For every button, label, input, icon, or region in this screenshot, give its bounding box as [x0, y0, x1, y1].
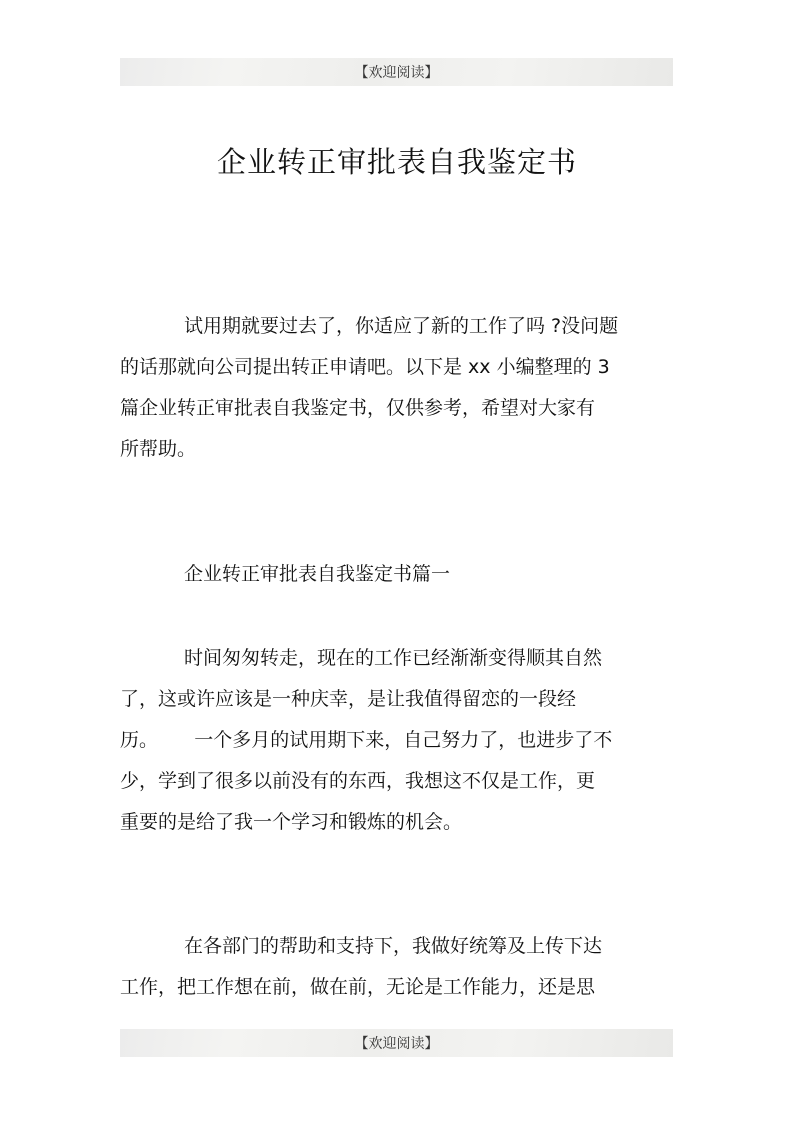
text-line: 工作，把工作想在前，做在前，无论是工作能力，还是思 — [120, 976, 596, 998]
text-line: 试用期就要过去了，你适应了新的工作了吗 ?没问题 — [184, 315, 619, 337]
section-heading-text: 企业转正审批表自我鉴定书篇一 — [184, 563, 451, 585]
section-heading — [120, 554, 680, 595]
text-line: 在各部门的帮助和支持下，我做好统筹及上传下达 — [184, 935, 603, 957]
paragraph-2 — [120, 926, 680, 1008]
text-line: 重要的是给了我一个学习和锻炼的机会。 — [120, 811, 463, 833]
document-title: 企业转正审批表自我鉴定书 — [216, 145, 577, 179]
intro-paragraph — [120, 306, 680, 470]
footer-banner — [120, 1029, 673, 1057]
text-line: 了，这或许应该是一种庆幸，是让我值得留恋的一段经 — [120, 688, 577, 710]
text-line: 的话那就向公司提出转正申请吧。以下是 xx 小编整理的 3 — [120, 356, 610, 378]
footer-banner-text: 【欢迎阅读】 — [354, 1036, 439, 1052]
header-banner-text: 【欢迎阅读】 — [354, 65, 439, 81]
text-line: 篇企业转正审批表自我鉴定书，仅供参考，希望对大家有 — [120, 397, 596, 419]
text-line: 所帮助。 — [120, 438, 197, 460]
header-banner — [120, 58, 673, 86]
text-line: 历。 一个多月的试用期下来，自己努力了，也进步了不 — [120, 729, 613, 751]
paragraph-1 — [120, 638, 680, 843]
text-line: 时间匆匆转走，现在的工作已经渐渐变得顺其自然 — [184, 647, 603, 669]
text-line: 少，学到了很多以前没有的东西，我想这不仅是工作，更 — [120, 770, 596, 792]
